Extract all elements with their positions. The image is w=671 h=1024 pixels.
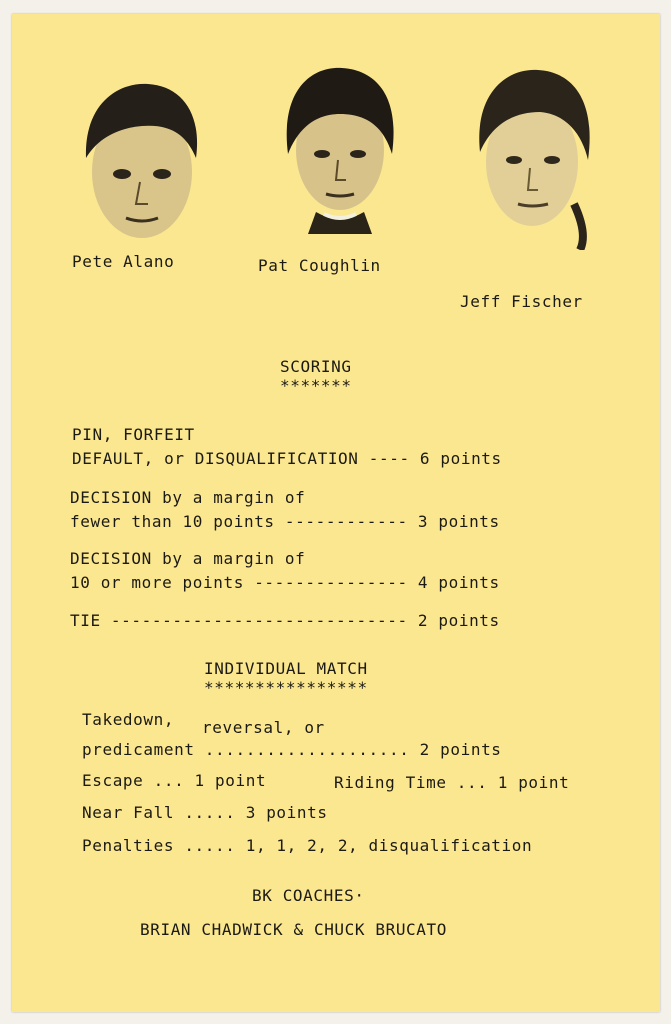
name-pat-coughlin: Pat Coughlin (258, 256, 381, 275)
portrait-jeff-fischer (470, 64, 598, 250)
name-jeff-fischer: Jeff Fischer (460, 292, 583, 311)
scoring-decision-large-line1: DECISION by a margin of (70, 549, 306, 568)
coaches-title: BK COACHES· (252, 886, 365, 905)
scoring-decision-small-line1: DECISION by a margin of (70, 488, 306, 507)
individual-predicament: predicament .................... 2 points (82, 740, 502, 759)
scoring-tie: TIE ----------------------------- 2 points (70, 611, 500, 630)
scoring-decision-small-line2: fewer than 10 points ------------ 3 points (70, 512, 500, 531)
coaches-names: BRIAN CHADWICK & CHUCK BRUCATO (140, 920, 447, 939)
individual-underline: **************** (204, 678, 368, 697)
scoring-pin-line1: PIN, FORFEIT (72, 425, 195, 444)
scoring-pin-line2: DEFAULT, or DISQUALIFICATION ---- 6 points (72, 449, 502, 468)
individual-title: INDIVIDUAL MATCH (204, 659, 368, 678)
scoring-title: SCORING (280, 357, 352, 376)
individual-reversal: reversal, or (202, 718, 325, 737)
portrait-pat-coughlin (280, 62, 400, 234)
individual-near-fall: Near Fall ..... 3 points (82, 803, 328, 822)
scoring-underline: ******* (280, 376, 352, 395)
name-pete-alano: Pete Alano (72, 252, 175, 271)
individual-riding-time: Riding Time ... 1 point (334, 773, 570, 792)
program-page (12, 14, 660, 1012)
scoring-decision-large-line2: 10 or more points --------------- 4 points (70, 573, 500, 592)
portrait-pete-alano (78, 74, 206, 256)
individual-penalties: Penalties ..... 1, 1, 2, 2, disqualification (82, 836, 533, 855)
individual-takedown: Takedown, (82, 710, 175, 729)
bleed-through-texture (72, 224, 632, 864)
individual-escape: Escape ... 1 point (82, 771, 267, 790)
